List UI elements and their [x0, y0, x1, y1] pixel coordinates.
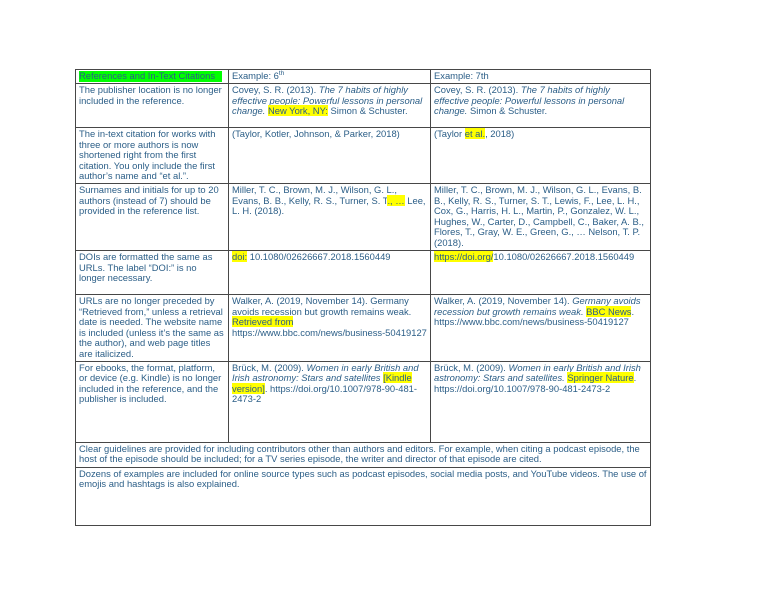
header-citations-label: References and In-Text Citations	[79, 71, 222, 82]
text-segment: Covey, S. R. (2013).	[232, 84, 319, 95]
desc-cell	[76, 128, 229, 184]
text-segment: . https://doi.org/10.1007/978-90-481-2473-2	[232, 382, 418, 405]
highlighted-text: Retrieved from	[232, 316, 294, 328]
text-segment: For ebooks, the format, platform, or device (e.g. Kindle) is no longer included in the reference, and the publisher is included.	[79, 361, 222, 405]
text-segment: . https://doi.org/10.1007/978-90-481-2473-2	[434, 372, 637, 394]
highlighted-text: BBC News	[586, 305, 632, 317]
text-segment: Covey, S. R. (2013).	[434, 84, 521, 95]
table-row-surnames-initials	[76, 183, 651, 250]
highlighted-text: ., …	[387, 194, 405, 206]
desc-cell	[76, 250, 229, 294]
example6-cell	[229, 250, 431, 294]
text-segment: Brück, M. (2009).	[232, 361, 307, 373]
text-segment: The in-text citation for works with three or more authors is now shortened right from the first citation. You only include the first author’s name and “et al.”.	[79, 128, 216, 182]
text-segment: Women in early British and Irish astronomy: Stars and satellites.	[434, 361, 641, 384]
text-segment: . https://www.bbc.com/news/business-50419127	[434, 305, 635, 328]
table-header-row	[76, 70, 651, 84]
text-segment: , 2018)	[485, 128, 515, 139]
desc-cell	[76, 183, 229, 250]
text-segment: URLs are no longer preceded by “Retrieved from,” unless a retrieval date is needed. The website name is included (unless it’s the same as the author), and web page titles are italicized.	[79, 294, 224, 359]
highlighted-text: doi:	[232, 250, 248, 262]
example7-cell	[431, 294, 651, 361]
example7-cell	[431, 183, 651, 250]
example7-cell	[431, 361, 651, 442]
text-segment: 10.1080/02626667.2018.1560449	[247, 250, 391, 262]
table-row-dois	[76, 250, 651, 294]
example7-cell	[431, 84, 651, 128]
example6-cell	[229, 294, 431, 361]
text-segment: 10.1080/02626667.2018.1560449	[493, 250, 635, 262]
example6-cell	[229, 84, 431, 128]
table-row-publisher-location	[76, 84, 651, 128]
table-row-in-text-citation	[76, 128, 651, 184]
text-segment: Brück, M. (2009).	[434, 361, 509, 373]
header-example6-cell	[229, 70, 431, 84]
full-width-note-cell: Clear guidelines are provided for including contributors other than authors and editors. For example, when citing a podcast episode, the host of the episode should be included; for a TV series episode, the writer and director of that episode are cited.	[76, 442, 651, 467]
example7-cell	[431, 128, 651, 184]
text-segment: Surnames and initials for up to 20 authors (instead of 7) should be provided in the reference list.	[79, 183, 219, 217]
text-segment: Simon & Schuster.	[327, 105, 408, 117]
text-segment: (Taylor	[434, 128, 465, 139]
table-row-ebooks	[76, 361, 651, 442]
example6-cell	[229, 183, 431, 250]
text-segment: The 7 habits of highly effective people: Powerful lessons in personal change.	[232, 84, 423, 117]
example6-cell	[229, 128, 431, 184]
text-segment: Walker, A. (2019, November 14). Germany avoids recession but growth remains weak.	[232, 294, 412, 317]
text-segment: Simon & Schuster.	[467, 105, 548, 117]
table-row-urls	[76, 294, 651, 361]
highlighted-text: et al.	[464, 128, 486, 139]
header-example7-cell: Example: 7th	[431, 70, 651, 84]
text-segment: Miller, T. C., Brown, M. J., Wilson, G. L., Evans, B. B., Kelly, R. S., Turner, S. T., Lewis, F., Lee, L. H., Cox, G., Harris, H. L., Martin, P., Gonzalez, W. L., Hughes, W., Carter, D., Campbell, C., Baker, A. B., Flores, T., Gray, W. E., Green, G., … Nelson, T. P. (2018).	[434, 183, 644, 248]
text-segment: Walker, A. (2019, November 14).	[434, 294, 573, 306]
text-segment: th	[278, 69, 285, 77]
text-segment: https://www.bbc.com/news/business-50419127	[232, 326, 427, 338]
header-citations-cell	[76, 70, 229, 84]
text-segment: DOIs are formatted the same as URLs. The label “DOI:” is no longer necessary.	[79, 250, 213, 284]
text-segment: Germany avoids recession but growth remains weak.	[434, 294, 641, 317]
example7-cell	[431, 250, 651, 294]
text-segment: The 7 habits of highly effective people: Powerful lessons in personal change.	[434, 84, 625, 117]
desc-cell	[76, 294, 229, 361]
highlighted-text: https://doi.org/	[434, 250, 494, 262]
table-row-contributors-note	[76, 442, 651, 467]
highlighted-text: Springer Nature	[567, 372, 634, 384]
text-segment: (Taylor, Kotler, Johnson, & Parker, 2018)	[232, 128, 400, 139]
highlighted-text: New York, NY:	[267, 105, 328, 117]
text-segment: Example: 6	[232, 70, 279, 81]
text-segment: Lee, L. H. (2018).	[232, 194, 426, 217]
text-segment: Miller, T. C., Brown, M. J., Wilson, G. L., Evans, B. B., Kelly, R. S., Turner, S. T	[232, 183, 397, 206]
example6-cell	[229, 361, 431, 442]
text-segment: Women in early British and Irish astronomy: Stars and satellites	[232, 361, 419, 384]
full-width-note-cell: Dozens of examples are included for online source types such as podcast episodes, social media posts, and YouTube videos. The use of emojis and hashtags is also explained.	[76, 467, 651, 525]
text-segment: The publisher location is no longer included in the reference.	[79, 84, 222, 106]
apa-comparison-table	[75, 69, 651, 526]
desc-cell	[76, 84, 229, 128]
highlighted-text: [Kindle version]	[232, 372, 412, 394]
desc-cell	[76, 361, 229, 442]
table-row-examples-note	[76, 467, 651, 525]
